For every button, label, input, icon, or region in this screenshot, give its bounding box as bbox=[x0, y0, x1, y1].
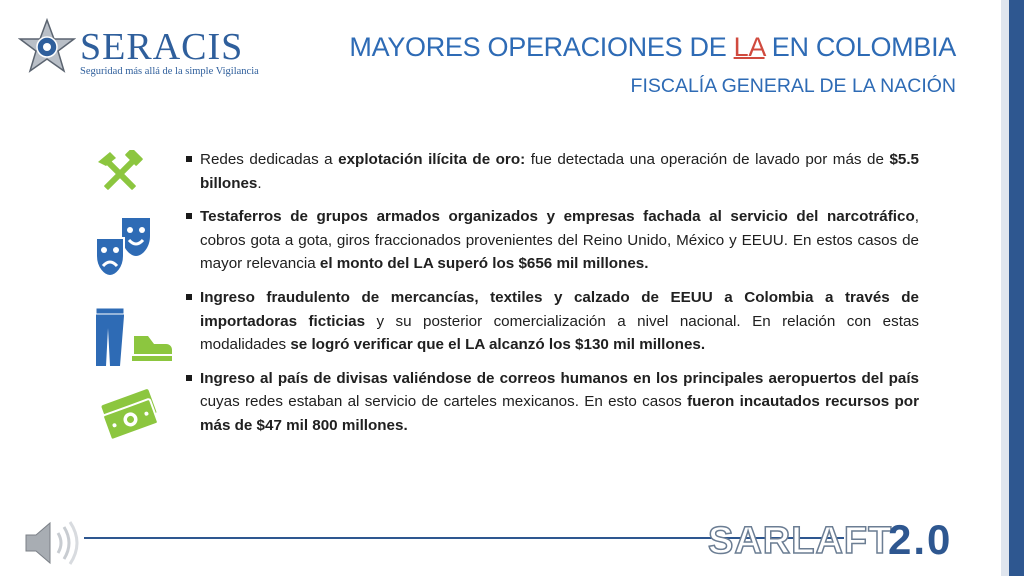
bullet-text-segment-bold: Ingreso al país de divisas valiéndose de correos humanos en los principales aeropuertos del país bbox=[200, 369, 919, 387]
bullet-text-segment-bold: Ingreso fraudulento de mercancías, textiles y calzado de EEUU a Colombia a través de importadoras ficticias bbox=[200, 288, 919, 330]
bullet-text bbox=[200, 151, 919, 192]
speaker-icon[interactable] bbox=[22, 519, 80, 567]
bullet-text-segment: . bbox=[257, 174, 262, 192]
bullet-list bbox=[186, 148, 919, 448]
bullet-text bbox=[200, 289, 919, 353]
bullet-text bbox=[200, 370, 919, 434]
bullet-item bbox=[186, 205, 919, 276]
right-bar-dark-stripe bbox=[1009, 0, 1024, 576]
bullet-text-segment-bold: explotación ilícita de oro: bbox=[338, 151, 526, 168]
sarlaft-version: 2.0 bbox=[888, 516, 953, 563]
right-bar-light-stripe bbox=[1001, 0, 1009, 576]
bullet-text-segment: cuyas redes estaban al servicio de carteles mexicanos. En esto casos bbox=[200, 393, 688, 411]
theater-masks-icon bbox=[94, 216, 154, 278]
bullet-marker bbox=[186, 375, 192, 381]
bullet-text-segment-bold: el monto del LA superó los $656 mil millones. bbox=[319, 255, 649, 273]
logo-name: SERACIS bbox=[80, 26, 244, 68]
logo-tagline: Seguridad más allá de la simple Vigilancia bbox=[80, 66, 259, 77]
bullet-text-segment: y su posterior comercialización a nivel nacional. En relación con estas modalidades bbox=[200, 312, 919, 354]
bullet-text-segment-bold: $5.5 billones bbox=[200, 151, 919, 192]
bullet-text bbox=[200, 208, 919, 272]
bullet-item bbox=[186, 367, 919, 438]
bullet-marker bbox=[186, 294, 192, 300]
bullet-text-segment-bold: se logró verificar que el LA alcanzó los $130 mil millones. bbox=[290, 336, 706, 354]
bullet-text-segment-bold: Testaferros de grupos armados organizados y empresas fachada al servicio del narcotráfico bbox=[200, 208, 915, 226]
page-title bbox=[349, 32, 956, 63]
bullet-item bbox=[186, 148, 919, 195]
money-bills-icon bbox=[100, 388, 162, 442]
bullet-text-segment: fue detectada una operación de lavado por más de bbox=[525, 151, 890, 168]
page-subtitle: FISCALÍA GENERAL DE LA NACIÓN bbox=[630, 75, 956, 97]
bullet-text-segment-bold: fueron incautados recursos por más de $47 mil 800 millones. bbox=[200, 393, 919, 434]
bullet-text-segment: , cobros gota a gota, giros fraccionados provenientes del Reino Unido, México y EEUU. En estos casos de mayor relevancia bbox=[200, 208, 919, 273]
right-decorative-bar bbox=[1001, 0, 1024, 576]
title-suffix: EN COLOMBIA bbox=[764, 32, 956, 62]
title-prefix: MAYORES OPERACIONES DE bbox=[349, 32, 734, 62]
bullet-text-segment: Redes dedicadas a bbox=[200, 151, 339, 168]
seracis-logo bbox=[18, 14, 278, 84]
title-highlight: LA bbox=[733, 32, 765, 62]
pants-and-shoe-icon bbox=[94, 306, 174, 368]
pickaxe-hammer-icon bbox=[96, 150, 144, 198]
sarlaft-brand: SARLAFT bbox=[708, 520, 893, 562]
bullet-marker bbox=[186, 213, 192, 219]
bullet-marker bbox=[186, 156, 192, 162]
bullet-item bbox=[186, 286, 919, 357]
star-emblem-icon bbox=[18, 18, 76, 76]
